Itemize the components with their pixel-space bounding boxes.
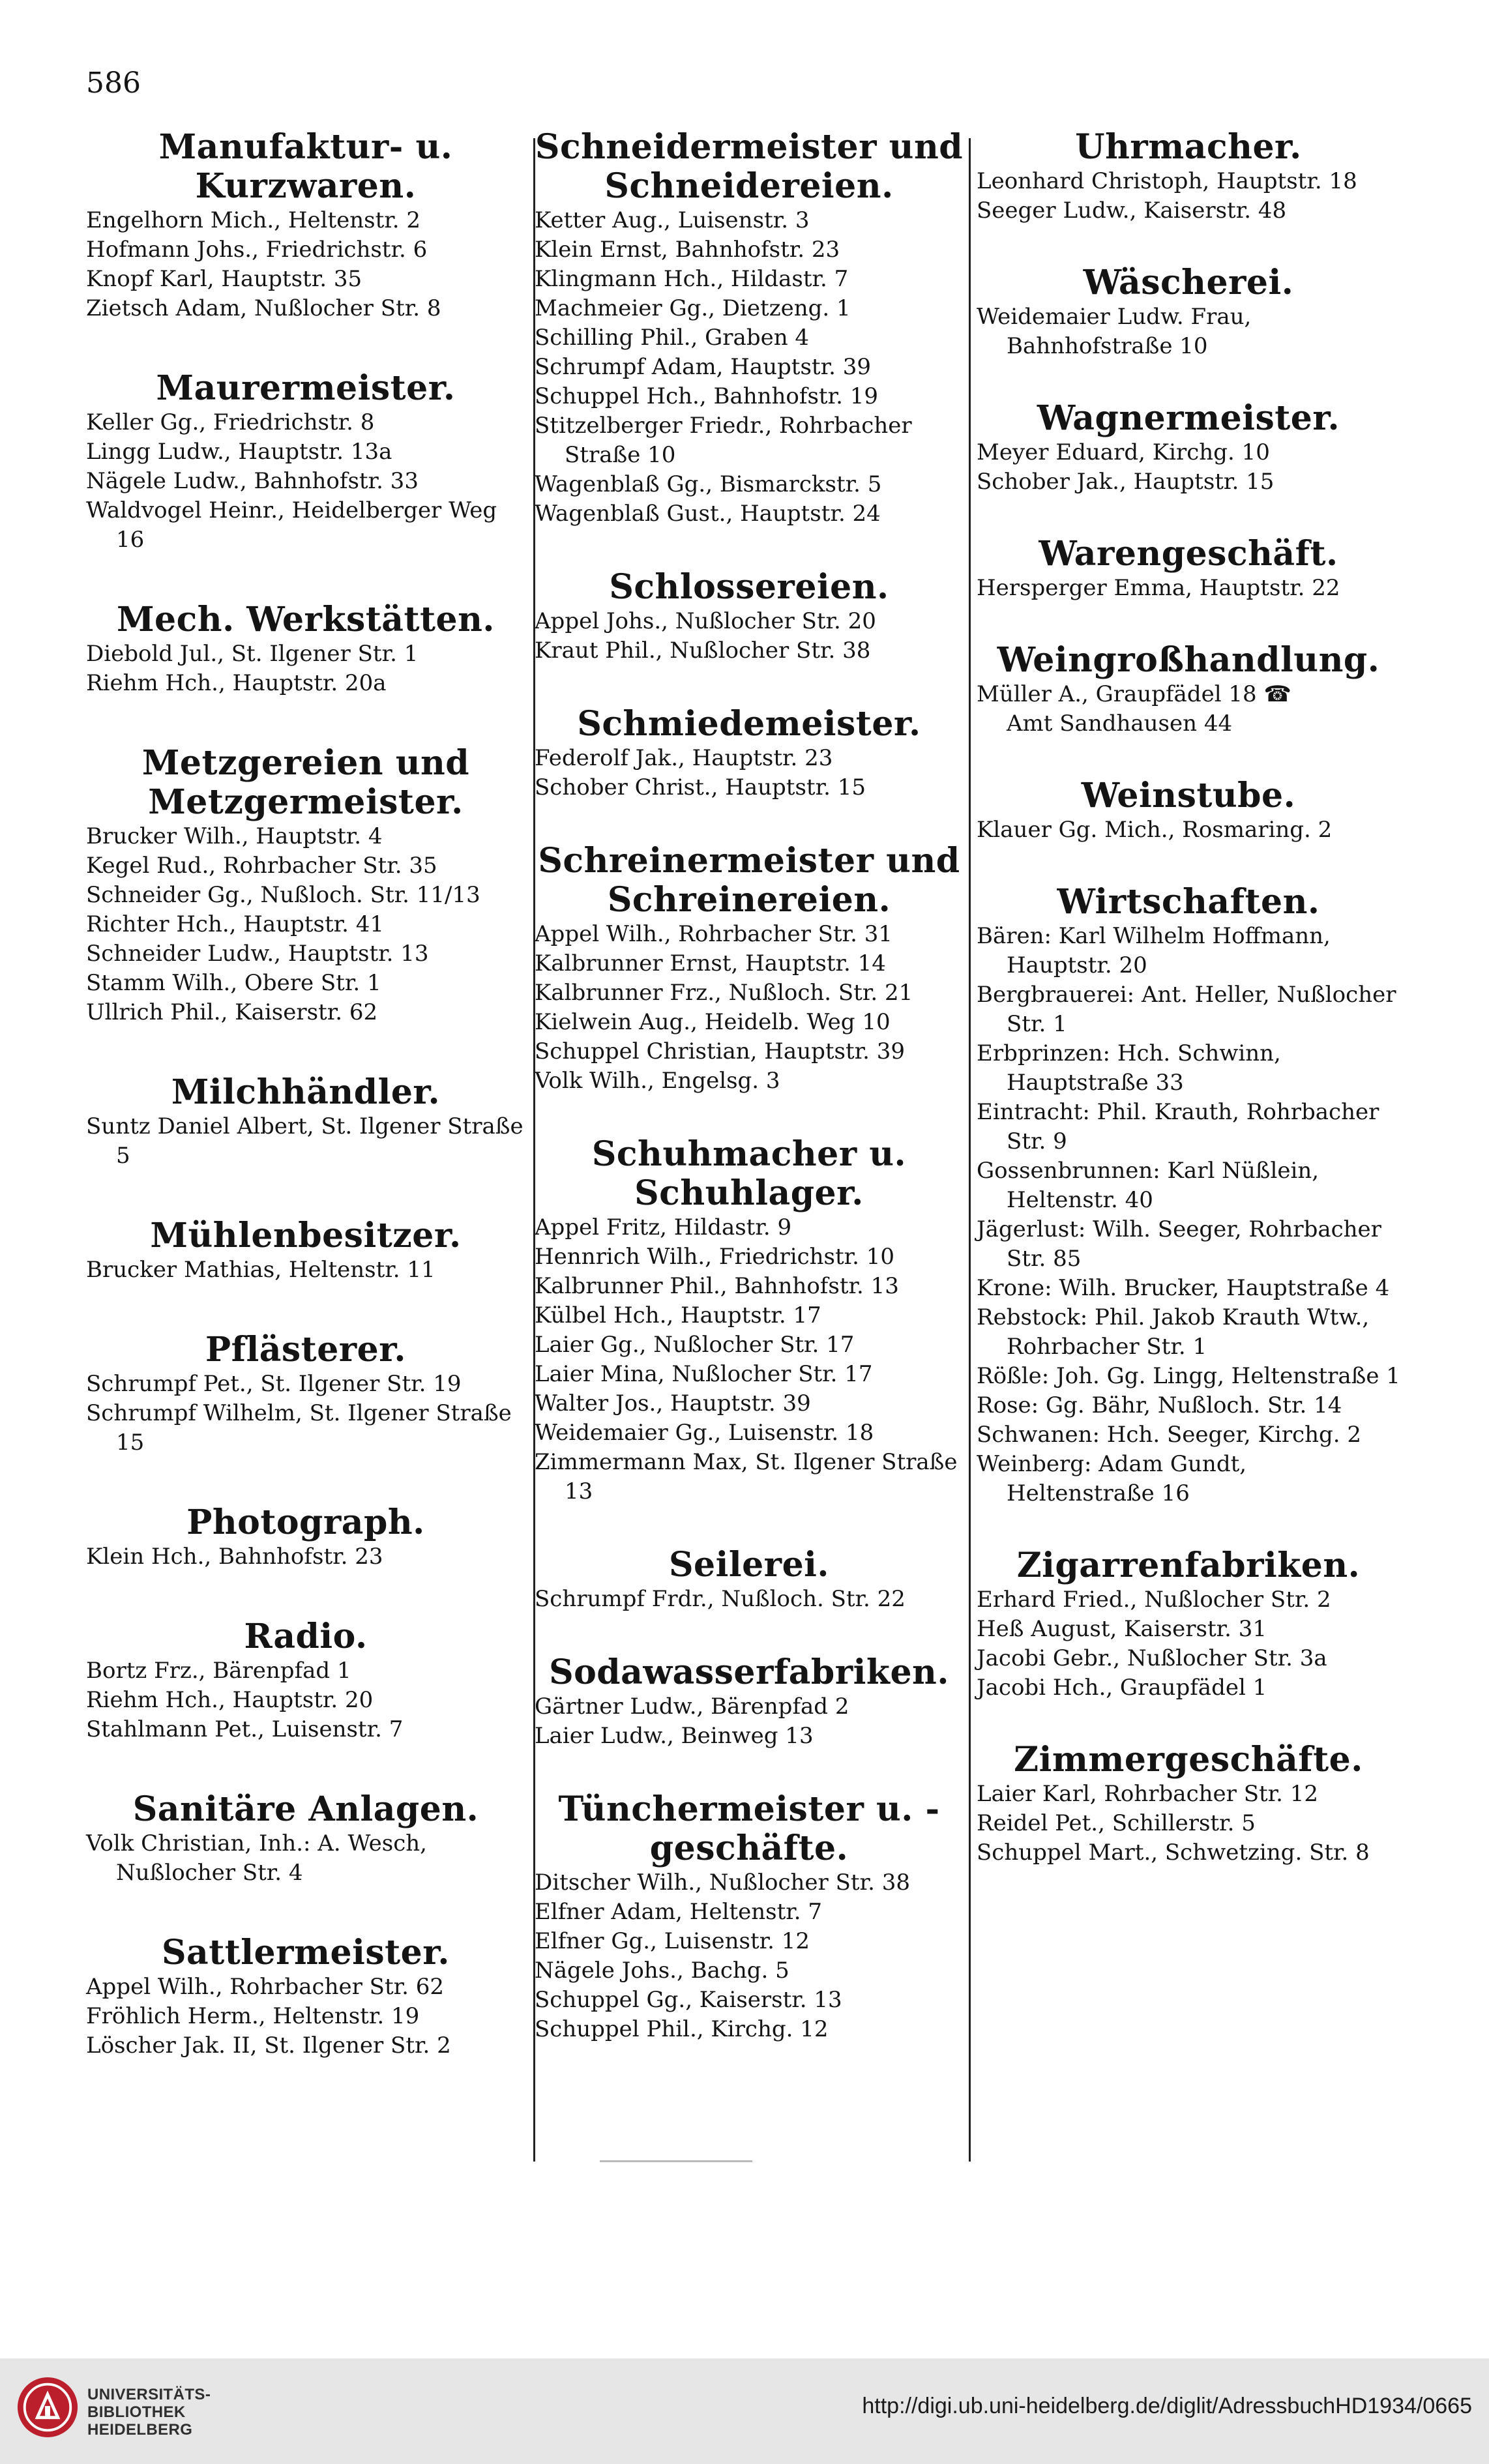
list-item: Zimmermann Max, St. Ilgener Straße 13: [535, 1449, 958, 1504]
section: [977, 1546, 1400, 1703]
section-heading: Milchhändler.: [171, 1072, 441, 1112]
list-item: Kalbrunner Ernst, Hauptstr. 14: [535, 950, 886, 976]
list-item: Meyer Eduard, Kirchg. 10: [977, 439, 1270, 465]
section: [535, 1135, 964, 1506]
list-item: Jägerlust: Wilh. Seeger, Rohrbacher Str. 85: [977, 1216, 1381, 1272]
list-item: Appel Wilh., Rohrbacher Str. 62: [86, 1974, 445, 2000]
section-heading: Schmiedemeister.: [577, 704, 921, 744]
list-item: Machmeier Gg., Dietzeng. 1: [535, 295, 851, 321]
list-item: Laier Karl, Rohrbacher Str. 12: [977, 1781, 1319, 1807]
section-heading: Zigarrenfabriken.: [1016, 1546, 1361, 1585]
section: [977, 641, 1400, 739]
list-item: Gärtner Ludw., Bärenpfad 2: [535, 1694, 849, 1720]
list-item: Hofmann Johs., Friedrichstr. 6: [86, 237, 428, 263]
section: [977, 776, 1400, 845]
list-item: Weidemaier Ludw. Frau, Bahnhofstraße 10: [977, 304, 1252, 359]
list-item: Schrumpf Frdr., Nußloch. Str. 22: [535, 1586, 906, 1612]
section-heading: Metzgereien und Metzgermeister.: [141, 743, 470, 822]
list-item: Laier Gg., Nußlocher Str. 17: [535, 1332, 855, 1358]
list-item: Kalbrunner Frz., Nußloch. Str. 21: [535, 980, 913, 1006]
library-name-line: UNIVERSITÄTS-: [87, 2386, 211, 2403]
list-item: Rößle: Joh. Gg. Lingg, Heltenstraße 1: [977, 1363, 1400, 1389]
section: [535, 1790, 964, 2044]
list-item: Riehm Hch., Hauptstr. 20: [86, 1687, 374, 1713]
list-item: Nägele Ludw., Bahnhofstr. 33: [86, 468, 419, 494]
list-item: Kegel Rud., Rohrbacher Str. 35: [86, 853, 437, 879]
list-item: Keller Gg., Friedrichstr. 8: [86, 409, 375, 435]
library-name: [87, 2386, 211, 2439]
section-heading: Wirtschaften.: [1057, 882, 1320, 922]
list-item: Kielwein Aug., Heidelb. Weg 10: [535, 1009, 891, 1035]
list-item: Fröhlich Herm., Heltenstr. 19: [86, 2003, 420, 2029]
list-item: Stamm Wilh., Obere Str. 1: [86, 970, 381, 996]
list-item: Erbprinzen: Hch. Schwinn, Hauptstraße 33: [977, 1040, 1281, 1096]
list-item: Krone: Wilh. Brucker, Hauptstraße 4: [977, 1275, 1390, 1301]
list-item: Volk Wilh., Engelsg. 3: [535, 1068, 780, 1094]
section-heading: Manufaktur- u. Kurzwaren.: [158, 127, 453, 206]
list-item: Waldvogel Heinr., Heidelberger Weg 16: [86, 497, 497, 553]
list-item: Klein Hch., Bahnhofstr. 23: [86, 1544, 383, 1570]
list-item: Wagenblaß Gust., Hauptstr. 24: [535, 501, 881, 527]
list-item: Schrumpf Pet., St. Ilgener Str. 19: [86, 1371, 462, 1397]
section: [535, 705, 964, 802]
list-item: Laier Ludw., Beinweg 13: [535, 1723, 814, 1749]
list-item: Bergbrauerei: Ant. Heller, Nußlocher Str. 1: [977, 982, 1396, 1037]
section-heading: Uhrmacher.: [1075, 127, 1302, 167]
list-item: Löscher Jak. II, St. Ilgener Str. 2: [86, 2032, 451, 2059]
list-item: Klingmann Hch., Hildastr. 7: [535, 266, 849, 292]
section-heading: Mech. Werkstätten.: [116, 600, 495, 639]
section-heading: Sanitäre Anlagen.: [132, 1789, 479, 1829]
section-heading: Weingroßhandlung.: [997, 640, 1380, 680]
column-2: [535, 128, 964, 2044]
section-heading: Pflästerer.: [205, 1330, 406, 1370]
list-item: Kraut Phil., Nußlocher Str. 38: [535, 638, 871, 664]
section-heading: Schreinermeister und Schreinereien.: [538, 841, 960, 920]
section-heading: Photograph.: [186, 1503, 425, 1542]
list-item: Schober Jak., Hauptstr. 15: [977, 469, 1275, 495]
section: [86, 1216, 525, 1285]
list-item: Jacobi Gebr., Nußlocher Str. 3a: [977, 1645, 1327, 1671]
section: [977, 128, 1400, 226]
list-item: Appel Wilh., Rohrbacher Str. 31: [535, 921, 893, 947]
section-heading: Schneidermeister und Schneidereien.: [535, 127, 964, 206]
list-item: Schneider Gg., Nußloch. Str. 11/13: [86, 882, 480, 908]
list-item: Stitzelberger Friedr., Rohrbacher Straße 10: [535, 413, 912, 468]
section-heading: Wäscherei.: [1083, 263, 1294, 302]
list-item: Schilling Phil., Graben 4: [535, 325, 810, 351]
section-heading: Weinstube.: [1081, 776, 1296, 815]
list-item: Schuppel Gg., Kaiserstr. 13: [535, 1987, 842, 2013]
column-3: [977, 128, 1400, 1868]
section-heading: Mühlenbesitzer.: [150, 1216, 462, 1255]
list-item: Gossenbrunnen: Karl Nüßlein, Heltenstr. 40: [977, 1158, 1319, 1213]
column-1: [86, 128, 525, 2061]
section: [977, 399, 1400, 497]
list-item: Brucker Mathias, Heltenstr. 11: [86, 1257, 435, 1283]
list-item: Elfner Gg., Luisenstr. 12: [535, 1928, 810, 1954]
section-heading: Wagnermeister.: [1037, 398, 1340, 438]
list-item: Ullrich Phil., Kaiserstr. 62: [86, 999, 378, 1025]
list-item: Kalbrunner Phil., Bahnhofstr. 13: [535, 1273, 899, 1299]
section: [535, 128, 964, 529]
list-item: Diebold Jul., St. Ilgener Str. 1: [86, 641, 419, 667]
list-item: Nägele Johs., Bachg. 5: [535, 1958, 789, 1984]
section: [86, 1617, 525, 1744]
section-heading: Radio.: [244, 1617, 368, 1656]
list-item: Richter Hch., Hauptstr. 41: [86, 911, 385, 937]
section: [535, 1653, 964, 1751]
list-item: Leonhard Christoph, Hauptstr. 18: [977, 168, 1357, 194]
list-item: Schrumpf Adam, Hauptstr. 39: [535, 354, 871, 380]
section-heading: Sattlermeister.: [162, 1933, 450, 1973]
library-name-line: BIBLIOTHEK: [87, 2403, 186, 2421]
list-item: Schuppel Hch., Bahnhofstr. 19: [535, 383, 878, 409]
list-item: Appel Fritz, Hildastr. 9: [535, 1214, 792, 1240]
list-item: Wagenblaß Gg., Bismarckstr. 5: [535, 471, 882, 497]
section-heading: Maurermeister.: [156, 368, 456, 408]
section: [86, 128, 525, 323]
list-item: Rebstock: Phil. Jakob Krauth Wtw., Rohrbacher Str. 1: [977, 1304, 1370, 1360]
section: [535, 842, 964, 1096]
page-bottom-rule: [600, 2160, 752, 2162]
list-item: Ditscher Wilh., Nußlocher Str. 38: [535, 1870, 910, 1896]
list-item: Weidemaier Gg., Luisenstr. 18: [535, 1420, 874, 1446]
section-heading: Warengeschäft.: [1039, 534, 1338, 574]
list-item: Appel Johs., Nußlocher Str. 20: [535, 608, 876, 634]
list-item: Knopf Karl, Hauptstr. 35: [86, 266, 362, 292]
list-item: Stahlmann Pet., Luisenstr. 7: [86, 1716, 404, 1742]
list-item: Schneider Ludw., Hauptstr. 13: [86, 941, 429, 967]
section: [86, 744, 525, 1027]
list-item: Elfner Adam, Heltenstr. 7: [535, 1899, 823, 1925]
section: [86, 600, 525, 698]
list-item: Riehm Hch., Hauptstr. 20a: [86, 670, 387, 696]
list-item: Lingg Ludw., Hauptstr. 13a: [86, 439, 392, 465]
list-item: Walter Jos., Hauptstr. 39: [535, 1390, 811, 1416]
section-heading: Tünchermeister u. -geschäfte.: [558, 1789, 940, 1868]
page-number: 586: [86, 66, 141, 100]
section-heading: Schuhmacher u. Schuhlager.: [591, 1134, 907, 1213]
section: [86, 1790, 525, 1888]
list-item: Külbel Hch., Hauptstr. 17: [535, 1302, 821, 1328]
list-item: Klauer Gg. Mich., Rosmaring. 2: [977, 817, 1333, 843]
list-item: Bären: Karl Wilhelm Hoffmann, Hauptstr. 20: [977, 923, 1331, 978]
list-item: Heß August, Kaiserstr. 31: [977, 1616, 1267, 1642]
list-item: Jacobi Hch., Graupfädel 1: [977, 1675, 1267, 1701]
list-item: Laier Mina, Nußlocher Str. 17: [535, 1361, 873, 1387]
section: [86, 1933, 525, 2061]
list-item: Amt Sandhausen 44: [1007, 711, 1233, 737]
list-item: Volk Christian, Inh.: A. Wesch, Nußlocher Str. 4: [86, 1830, 427, 1886]
list-item: Seeger Ludw., Kaiserstr. 48: [977, 198, 1287, 224]
list-item: Zietsch Adam, Nußlocher Str. 8: [86, 295, 441, 321]
section: [86, 1073, 525, 1171]
list-item: Ketter Aug., Luisenstr. 3: [535, 207, 810, 233]
section: [977, 883, 1400, 1508]
list-item: Schuppel Mart., Schwetzing. Str. 8: [977, 1840, 1370, 1866]
section-heading: Seilerei.: [668, 1545, 830, 1585]
section: [977, 263, 1400, 361]
section-heading: Schlossereien.: [609, 567, 889, 607]
list-item: Reidel Pet., Schillerstr. 5: [977, 1810, 1256, 1836]
section: [86, 1503, 525, 1572]
section: [535, 568, 964, 666]
list-item: Eintracht: Phil. Krauth, Rohrbacher Str. 9: [977, 1099, 1379, 1154]
list-item: Schwanen: Hch. Seeger, Kirchg. 2: [977, 1422, 1362, 1448]
section: [977, 535, 1400, 603]
list-item: Hersperger Emma, Hauptstr. 22: [977, 575, 1340, 601]
list-item: Federolf Jak., Hauptstr. 23: [535, 745, 833, 771]
university-seal-icon: [16, 2375, 80, 2439]
list-item: Hennrich Wilh., Friedrichstr. 10: [535, 1244, 895, 1270]
list-item: Suntz Daniel Albert, St. Ilgener Straße 5: [86, 1113, 523, 1169]
list-item: Schober Christ., Hauptstr. 15: [535, 774, 866, 800]
column-divider: [969, 138, 971, 2162]
list-item: Schuppel Christian, Hauptstr. 39: [535, 1038, 906, 1064]
list-item: Rose: Gg. Bähr, Nußloch. Str. 14: [977, 1392, 1342, 1418]
footer-bar: [0, 2358, 1489, 2464]
list-item: Klein Ernst, Bahnhofstr. 23: [535, 237, 840, 263]
list-item: Brucker Wilh., Hauptstr. 4: [86, 823, 383, 849]
list-item: Engelhorn Mich., Heltenstr. 2: [86, 207, 421, 233]
list-item: Schrumpf Wilhelm, St. Ilgener Straße 15: [86, 1400, 512, 1456]
list-item: Müller A., Graupfädel 18 ☎: [977, 681, 1291, 707]
source-url-link[interactable]: http://digi.ub.uni-heidelberg.de/diglit/AdressbuchHD1934/0665: [862, 2394, 1472, 2418]
section: [86, 369, 525, 555]
section: [86, 1330, 525, 1458]
list-item: Weinberg: Adam Gundt, Heltenstraße 16: [977, 1451, 1247, 1506]
library-name-line: HEIDELBERG: [87, 2421, 193, 2439]
list-item: Erhard Fried., Nußlocher Str. 2: [977, 1587, 1331, 1613]
section-heading: Sodawasserfabriken.: [549, 1652, 949, 1692]
section-heading: Zimmergeschäfte.: [1014, 1740, 1363, 1780]
section: [977, 1740, 1400, 1868]
section: [535, 1546, 964, 1614]
list-item: Bortz Frz., Bärenpfad 1: [86, 1658, 351, 1684]
list-item: Schuppel Phil., Kirchg. 12: [535, 2016, 829, 2042]
